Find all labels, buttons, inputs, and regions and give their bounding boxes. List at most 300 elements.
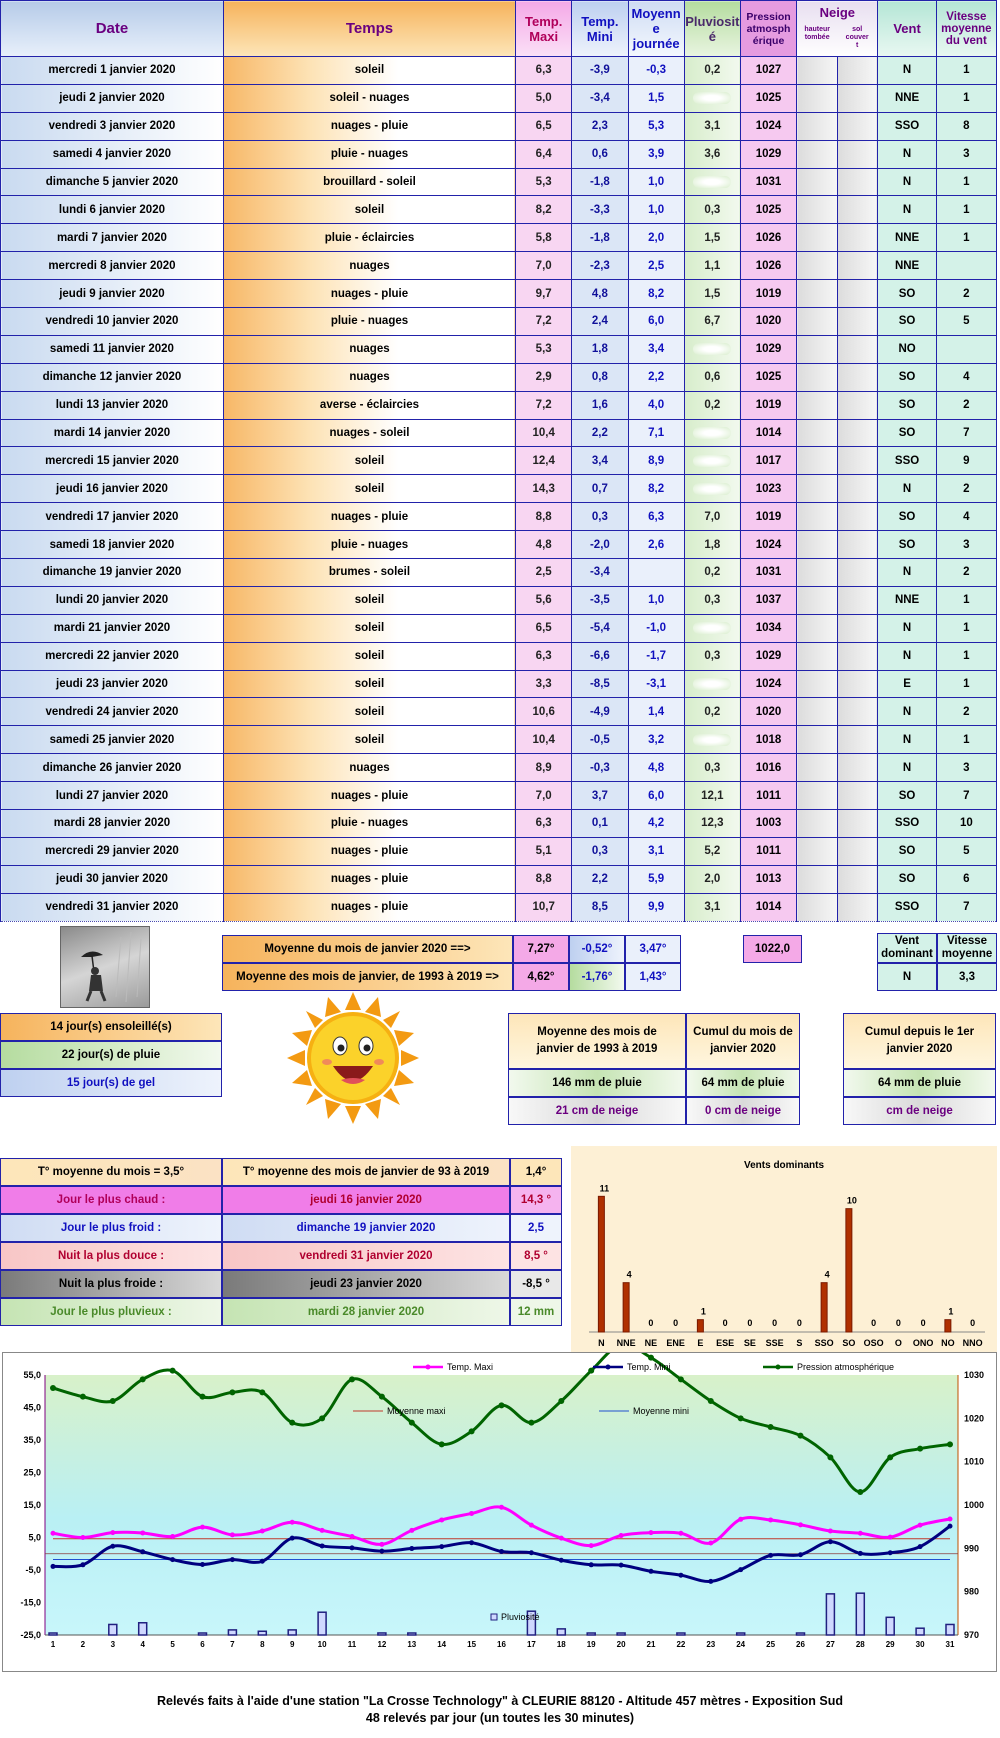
row-pression: 1019 (740, 280, 796, 308)
row-vitesse (936, 252, 996, 280)
cumul-hist-pluie: 146 mm de pluie (508, 1069, 686, 1097)
wind-bar (697, 1320, 703, 1332)
row-moyenne: -0,3 (628, 57, 684, 85)
right-tick-label: 980 (964, 1586, 980, 1597)
wind-bar (623, 1283, 629, 1332)
empty-value-marker (693, 483, 731, 495)
row-pression: 1029 (740, 140, 796, 168)
legend-pression-marker (776, 1365, 781, 1370)
row-moyenne: 9,9 (628, 893, 684, 921)
table-row (1, 308, 997, 336)
row-neige-sol (837, 447, 878, 475)
row-moyenne: 6,0 (628, 782, 684, 810)
pression-point (469, 1428, 475, 1434)
row-neige-sol (837, 252, 878, 280)
moyenne-hist-max: 4,62° (513, 963, 569, 991)
row-neige-sol (837, 224, 878, 252)
legend-pression-label: Pression atmosphérique (797, 1362, 895, 1372)
row-vent: SO (878, 280, 936, 308)
tmin-point (768, 1553, 773, 1558)
pression-point (827, 1454, 833, 1460)
record-value: -8,5 ° (510, 1270, 562, 1298)
row-moyenne: 5,3 (628, 112, 684, 140)
row-pression: 1029 (740, 335, 796, 363)
row-vent: N (878, 168, 936, 196)
pluvio-bar (886, 1617, 894, 1635)
row-vitesse: 1 (936, 586, 996, 614)
wind-category-label: SO (842, 1338, 856, 1348)
row-vent: NNE (878, 586, 936, 614)
left-tick-label: -15,0 (20, 1597, 41, 1608)
wind-value-label: 0 (722, 1318, 728, 1328)
row-moyenne: 2,5 (628, 252, 684, 280)
x-tick-label: 9 (289, 1640, 295, 1649)
row-vent: SSO (878, 112, 936, 140)
row-tmin: 4,8 (572, 280, 628, 308)
wind-category-label: SE (743, 1338, 756, 1348)
row-vitesse: 7 (936, 419, 996, 447)
table-row (1, 363, 997, 391)
legend-moyenne-maxi-label: Moyenne maxi (387, 1406, 446, 1416)
x-tick-label: 23 (706, 1640, 716, 1649)
row-pluie: 1,1 (684, 252, 740, 280)
row-tmax: 6,5 (516, 614, 572, 642)
wind-bar (598, 1196, 604, 1332)
left-tick-label: 55,0 (23, 1370, 41, 1380)
table-row (1, 252, 997, 280)
tmax-point (828, 1529, 833, 1534)
wind-category-label: E (697, 1338, 704, 1348)
wind-category-label: NO (941, 1338, 955, 1348)
row-pluie: 0,3 (684, 586, 740, 614)
row-temps: soleil - nuages (223, 84, 515, 112)
left-tick-label: 35,0 (23, 1435, 41, 1445)
row-vitesse: 3 (936, 140, 996, 168)
row-vitesse: 2 (936, 559, 996, 587)
row-neige-sol (837, 475, 878, 503)
row-vent: N (878, 140, 936, 168)
wind-category-label: ONO (912, 1338, 934, 1348)
right-tick-label: 1020 (964, 1413, 985, 1424)
row-tmax: 8,2 (516, 196, 572, 224)
pluvio-bar (199, 1633, 207, 1635)
wind-chart-svg (571, 1146, 997, 1358)
pression-point (708, 1398, 714, 1404)
pluvio-bar (318, 1612, 326, 1635)
row-tmax: 5,8 (516, 224, 572, 252)
wind-category-label: S (796, 1338, 803, 1348)
row-tmax: 8,8 (516, 865, 572, 893)
row-neige-sol (837, 586, 878, 614)
tmax-point (409, 1528, 414, 1533)
pression-point (229, 1389, 235, 1395)
row-tmax: 3,3 (516, 670, 572, 698)
record-value: 2,5 (510, 1214, 562, 1242)
tmax-point (589, 1543, 594, 1548)
table-row (1, 447, 997, 475)
row-pluie: 1,5 (684, 224, 740, 252)
tmax-point (559, 1536, 564, 1541)
row-vitesse: 3 (936, 531, 996, 559)
x-tick-label: 22 (676, 1640, 686, 1649)
pression-point (259, 1389, 265, 1395)
wind-category-label: NNO (962, 1338, 983, 1348)
row-tmax: 5,0 (516, 84, 572, 112)
row-date: mercredi 29 janvier 2020 (1, 837, 224, 865)
x-tick-label: 13 (407, 1640, 417, 1649)
row-vitesse: 8 (936, 112, 996, 140)
row-vitesse: 3 (936, 754, 996, 782)
record-value: 14,3 ° (510, 1186, 562, 1214)
x-tick-label: 20 (616, 1640, 626, 1649)
pression-point (917, 1446, 923, 1452)
row-tmin: -3,3 (572, 196, 628, 224)
table-row (1, 224, 997, 252)
row-vitesse: 1 (936, 196, 996, 224)
tmin-point (80, 1562, 85, 1567)
tmax-point (649, 1530, 654, 1535)
row-temps: averse - éclaircies (223, 391, 515, 419)
left-tick-label: 15,0 (23, 1500, 41, 1510)
tmin-point (499, 1549, 504, 1554)
tmin-point (260, 1559, 265, 1564)
tmin-point (948, 1524, 953, 1529)
row-pression: 1014 (740, 893, 796, 921)
row-pression: 1025 (740, 84, 796, 112)
row-temps: nuages - pluie (223, 865, 515, 893)
row-tmax: 10,6 (516, 698, 572, 726)
row-moyenne: 3,4 (628, 335, 684, 363)
row-temps: nuages - soleil (223, 419, 515, 447)
row-neige-hauteur (797, 726, 838, 754)
header-tmax: Temp. Maxi (516, 1, 572, 57)
row-temps: soleil (223, 475, 515, 503)
row-vent: N (878, 475, 936, 503)
record-detail: T° moyenne des mois de janvier de 93 à 2019 (222, 1158, 510, 1186)
row-neige-hauteur (797, 419, 838, 447)
row-neige-hauteur (797, 865, 838, 893)
moyenne-hist-label: Moyenne des mois de janvier, de 1993 à 2019 => (222, 963, 513, 991)
left-tick-label: -5,0 (25, 1565, 41, 1575)
row-pression: 1025 (740, 363, 796, 391)
row-neige-sol (837, 84, 878, 112)
empty-value-marker (693, 678, 731, 690)
left-tick-label: 45,0 (23, 1402, 41, 1413)
row-vitesse: 1 (936, 57, 996, 85)
row-pluie: 0,3 (684, 754, 740, 782)
row-tmax: 14,3 (516, 475, 572, 503)
row-temps: soleil (223, 726, 515, 754)
wind-value-label: 0 (772, 1318, 778, 1328)
row-tmin: -3,5 (572, 586, 628, 614)
row-tmax: 8,8 (516, 503, 572, 531)
row-neige-hauteur (797, 363, 838, 391)
row-moyenne: 3,9 (628, 140, 684, 168)
wind-value-label: 4 (824, 1269, 830, 1280)
row-tmax: 10,4 (516, 726, 572, 754)
row-vent: N (878, 754, 936, 782)
row-date: vendredi 31 janvier 2020 (1, 893, 224, 921)
row-vitesse: 1 (936, 726, 996, 754)
wind-category-label: N (598, 1338, 605, 1348)
row-neige-hauteur (797, 112, 838, 140)
pression-point (588, 1368, 594, 1374)
wind-value-label: 11 (599, 1183, 610, 1194)
tmin-point (110, 1544, 115, 1549)
legend-tmax-label: Temp. Maxi (447, 1362, 494, 1372)
person-umbrella-icon (61, 927, 151, 1009)
header-moyenne: Moyenn e journée (628, 1, 684, 57)
row-tmax: 5,1 (516, 837, 572, 865)
x-tick-label: 2 (80, 1640, 86, 1649)
x-tick-label: 31 (945, 1640, 955, 1649)
x-tick-label: 14 (437, 1640, 447, 1649)
row-neige-hauteur (797, 698, 838, 726)
x-tick-label: 26 (796, 1640, 805, 1649)
row-temps: nuages (223, 252, 515, 280)
tmin-point (290, 1536, 295, 1541)
row-vitesse: 9 (936, 447, 996, 475)
x-tick-label: 1 (50, 1640, 56, 1649)
row-date: mercredi 1 janvier 2020 (1, 57, 224, 85)
row-neige-sol (837, 391, 878, 419)
tmax-point (858, 1531, 863, 1536)
header-pression: Pression atmosph érique (740, 1, 796, 57)
row-moyenne: 4,0 (628, 391, 684, 419)
pression-point (110, 1398, 116, 1404)
tmax-point (320, 1528, 325, 1533)
legend-moyenne-mini-label: Moyenne mini (633, 1406, 690, 1416)
row-neige-sol (837, 726, 878, 754)
row-moyenne: 1,0 (628, 586, 684, 614)
x-tick-label: 8 (260, 1640, 265, 1649)
row-pression: 1024 (740, 670, 796, 698)
row-vent: N (878, 196, 936, 224)
row-tmin: -1,8 (572, 168, 628, 196)
header-neige: Neige hauteur tombée sol couver t (797, 1, 878, 57)
row-pression: 1029 (740, 642, 796, 670)
row-date: vendredi 24 janvier 2020 (1, 698, 224, 726)
row-neige-hauteur (797, 475, 838, 503)
moyenne-mois-label: Moyenne du mois de janvier 2020 ==> (222, 935, 513, 963)
row-tmin: -6,6 (572, 642, 628, 670)
wind-value-label: 0 (871, 1318, 877, 1328)
record-value: 8,5 ° (510, 1242, 562, 1270)
table-row (1, 280, 997, 308)
row-vent: N (878, 559, 936, 587)
empty-value-marker (693, 455, 731, 467)
row-neige-hauteur (797, 57, 838, 85)
row-date: mardi 7 janvier 2020 (1, 224, 224, 252)
row-date: samedi 18 janvier 2020 (1, 531, 224, 559)
row-pluie: 3,1 (684, 112, 740, 140)
row-temps: pluie - nuages (223, 140, 515, 168)
row-temps: nuages - pluie (223, 893, 515, 921)
row-tmax: 10,7 (516, 893, 572, 921)
row-neige-sol (837, 559, 878, 587)
right-tick-label: 970 (964, 1630, 980, 1640)
moyenne-mois-max: 7,27° (513, 935, 569, 963)
record-detail: jeudi 16 janvier 2020 (222, 1186, 510, 1214)
wind-category-label: O (894, 1338, 902, 1348)
row-moyenne: 1,0 (628, 168, 684, 196)
row-tmax: 7,0 (516, 252, 572, 280)
row-tmax: 6,4 (516, 140, 572, 168)
row-moyenne: 3,1 (628, 837, 684, 865)
moyenne-hist-moy: 1,43° (625, 963, 681, 991)
tmin-point (350, 1545, 355, 1550)
row-moyenne: 2,0 (628, 224, 684, 252)
row-date: mardi 28 janvier 2020 (1, 810, 224, 838)
row-moyenne: 8,2 (628, 280, 684, 308)
row-date: vendredi 10 janvier 2020 (1, 308, 224, 336)
legend-tmin-marker (606, 1365, 611, 1370)
row-neige-hauteur (797, 391, 838, 419)
pression-point (738, 1415, 744, 1421)
tmax-point (200, 1525, 205, 1530)
x-tick-label: 11 (347, 1640, 357, 1649)
moyenne-mois-moy: 3,47° (625, 935, 681, 963)
row-pression: 1011 (740, 782, 796, 810)
pluvio-bar (617, 1633, 625, 1635)
row-tmax: 5,3 (516, 168, 572, 196)
record-label: Jour le plus froid : (0, 1214, 222, 1242)
row-pluie (684, 447, 740, 475)
record-value: 12 mm (510, 1298, 562, 1326)
left-tick-label: 25,0 (23, 1467, 41, 1478)
row-temps: soleil (223, 642, 515, 670)
row-vent: SO (878, 531, 936, 559)
row-pluie: 5,2 (684, 837, 740, 865)
pression-point (678, 1376, 684, 1382)
tmin-point (409, 1546, 414, 1551)
row-date: jeudi 2 janvier 2020 (1, 84, 224, 112)
row-neige-hauteur (797, 447, 838, 475)
row-date: lundi 27 janvier 2020 (1, 782, 224, 810)
row-tmin: -8,5 (572, 670, 628, 698)
row-neige-hauteur (797, 84, 838, 112)
record-detail: vendredi 31 janvier 2020 (222, 1242, 510, 1270)
row-tmin: -5,4 (572, 614, 628, 642)
x-tick-label: 12 (377, 1640, 387, 1649)
row-date: mardi 14 janvier 2020 (1, 419, 224, 447)
header-date: Date (1, 1, 224, 57)
pluvio-bar (856, 1593, 864, 1635)
tmin-point (738, 1567, 743, 1572)
row-pression: 1017 (740, 447, 796, 475)
row-tmax: 9,7 (516, 280, 572, 308)
left-tick-label: -25,0 (20, 1630, 41, 1640)
row-pluie (684, 84, 740, 112)
row-temps: pluie - nuages (223, 810, 515, 838)
temperature-chart-svg (3, 1353, 998, 1673)
tmax-point (529, 1523, 534, 1528)
row-neige-sol (837, 57, 878, 85)
wind-category-label: ESE (716, 1338, 735, 1348)
row-pression: 1019 (740, 503, 796, 531)
tmin-point (200, 1562, 205, 1567)
row-neige-sol (837, 196, 878, 224)
tmax-point (708, 1541, 713, 1546)
row-vent: N (878, 698, 936, 726)
row-vitesse: 6 (936, 865, 996, 893)
row-date: dimanche 19 janvier 2020 (1, 559, 224, 587)
row-pluie: 0,2 (684, 57, 740, 85)
tmax-point (379, 1542, 384, 1547)
row-tmax: 2,5 (516, 559, 572, 587)
pression-point (648, 1355, 654, 1361)
row-tmax: 7,2 (516, 391, 572, 419)
pluvio-bar (677, 1633, 685, 1635)
row-pression: 1011 (740, 837, 796, 865)
row-vitesse: 2 (936, 391, 996, 419)
table-row (1, 782, 997, 810)
wind-category-label: NE (644, 1338, 658, 1348)
tmin-point (439, 1544, 444, 1549)
x-tick-label: 7 (230, 1640, 235, 1649)
row-temps: nuages - pluie (223, 503, 515, 531)
x-tick-label: 19 (586, 1640, 596, 1649)
row-moyenne: 1,5 (628, 84, 684, 112)
row-pression: 1024 (740, 112, 796, 140)
tmin-point (51, 1564, 56, 1569)
row-vent: NNE (878, 224, 936, 252)
tmax-point (260, 1529, 265, 1534)
row-neige-sol (837, 308, 878, 336)
table-row (1, 559, 997, 587)
row-moyenne: 2,2 (628, 363, 684, 391)
row-pluie: 0,2 (684, 391, 740, 419)
row-moyenne: 3,2 (628, 726, 684, 754)
wind-value-label: 0 (895, 1318, 901, 1328)
pression-point (887, 1454, 893, 1460)
pression-point (768, 1424, 774, 1430)
row-neige-sol (837, 140, 878, 168)
row-vitesse: 1 (936, 670, 996, 698)
table-row (1, 419, 997, 447)
row-moyenne: 6,0 (628, 308, 684, 336)
row-moyenne: 1,0 (628, 196, 684, 224)
row-date: vendredi 17 janvier 2020 (1, 503, 224, 531)
table-row (1, 586, 997, 614)
moyenne-mois-min: -0,52° (569, 935, 625, 963)
row-pression: 1013 (740, 865, 796, 893)
row-vent: SO (878, 391, 936, 419)
row-vitesse: 1 (936, 642, 996, 670)
row-pression: 1037 (740, 586, 796, 614)
row-vent: SSO (878, 447, 936, 475)
row-tmin: 8,5 (572, 893, 628, 921)
row-neige-sol (837, 754, 878, 782)
x-tick-label: 10 (317, 1640, 327, 1649)
tmax-point (140, 1530, 145, 1535)
pluvio-bar (797, 1633, 805, 1635)
record-detail: dimanche 19 janvier 2020 (222, 1214, 510, 1242)
row-vent: SO (878, 503, 936, 531)
row-date: lundi 6 janvier 2020 (1, 196, 224, 224)
row-date: dimanche 5 janvier 2020 (1, 168, 224, 196)
table-row (1, 614, 997, 642)
vent-dominant-label: Vent dominant (877, 933, 937, 963)
row-neige-sol (837, 698, 878, 726)
record-detail: jeudi 23 janvier 2020 (222, 1270, 510, 1298)
pression-point (140, 1376, 146, 1382)
row-temps: nuages - pluie (223, 837, 515, 865)
wind-bar (945, 1320, 951, 1332)
row-vitesse: 4 (936, 363, 996, 391)
row-tmin: 2,2 (572, 865, 628, 893)
row-neige-hauteur (797, 754, 838, 782)
